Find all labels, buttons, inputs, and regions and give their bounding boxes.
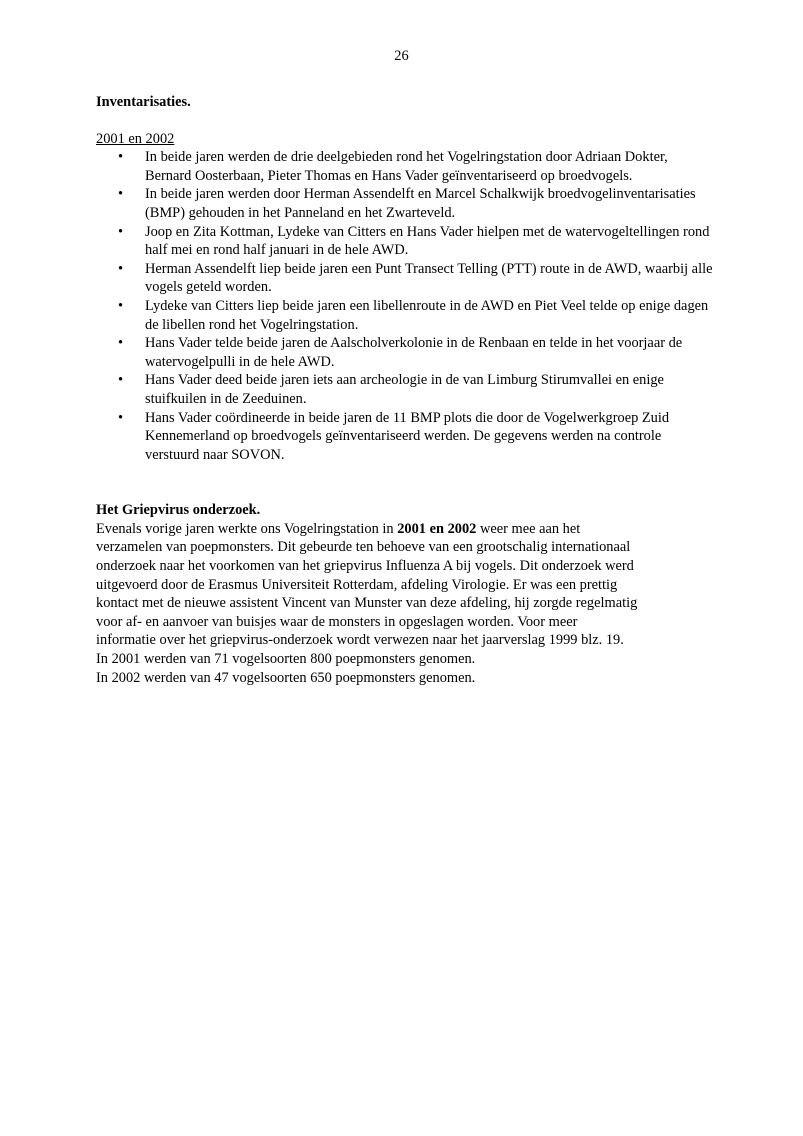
intro-bold-years: 2001 en 2002 [397, 520, 477, 537]
list-item [96, 185, 716, 222]
bullet-icon: • [118, 297, 124, 314]
list-item [96, 148, 716, 185]
bullet-icon: • [118, 372, 124, 389]
paragraph-line [96, 520, 716, 539]
paragraph-line: onderzoek naar het voorkomen van het griepvirus Influenza A bij vogels. Dit onderzoek werd [96, 558, 634, 575]
section-heading-inventarisaties: Inventarisaties. [96, 94, 191, 110]
list-item-text: Hans Vader telde beide jaren de Aalscholverkolonie in de Renbaan en telde in het voorjaar de watervogelpulli in de hele AWD. [145, 335, 683, 370]
bullet-icon: • [118, 149, 124, 166]
list-item [96, 371, 716, 408]
stat-2002: In 2002 werden van 47 vogelsoorten 650 poepmonsters genomen. [96, 669, 476, 686]
list-item-text: Herman Assendelft liep beide jaren een Punt Transect Telling (PTT) route in de AWD, waarbij alle vogels geteld worden. [145, 260, 713, 296]
section-heading-griepvirus: Het Griepvirus onderzoek. [96, 502, 261, 519]
paragraph-line: voor af- en aanvoer van buisjes waar de monsters in opgeslagen worden. Voor meer [96, 613, 578, 630]
subheading-years: 2001 en 2002 [96, 130, 175, 147]
list-item-text: Lydeke van Citters liep beide jaren een libellenroute in de AWD en Piet Veel telde op enige dagen de libellen rond het Vogelringstation. [145, 297, 709, 333]
list-item [96, 260, 716, 297]
griepvirus-paragraph [96, 520, 716, 687]
intro-text: Evenals vorige jaren werkte ons Vogelringstation in [96, 520, 398, 537]
list-item [96, 297, 716, 334]
paragraph-line: uitgevoerd door de Erasmus Universiteit Rotterdam, afdeling Virologie. Er was een prettig [96, 576, 618, 593]
list-item [96, 409, 716, 465]
list-item [96, 334, 716, 371]
stat-2001: In 2001 werden van 71 vogelsoorten 800 poepmonsters genomen. [96, 651, 476, 668]
list-item-text: Hans Vader deed beide jaren iets aan archeologie in de van Limburg Stirumvallei en enige stuifkuilen in de Zeeduinen. [145, 372, 664, 407]
list-item-text: In beide jaren werden de drie deelgebieden rond het Vogelringstation door Adriaan Dokter, Bernard Oosterbaan, Pieter Thomas en Hans Vader geïnventariseerd op broedvogels. [145, 149, 668, 184]
griepvirus-section [96, 501, 716, 687]
bullet-icon: • [118, 186, 124, 203]
list-item [96, 223, 716, 260]
list-item-text: Hans Vader coördineerde in beide jaren de 11 BMP plots die door de Vogelwerkgroep Zuid Kennemerland op broedvogels geïnventariseerd werden. De gegevens werden na controle verstuurd naar SOVON. [145, 409, 670, 463]
inventory-list [96, 148, 716, 464]
page-number: 26 [394, 48, 409, 64]
paragraph-line: kontact met de nieuwe assistent Vincent van Munster van deze afdeling, hij zorgde regelmatig [96, 595, 638, 612]
bullet-icon: • [118, 223, 124, 240]
intro-text-end: weer mee aan het [476, 520, 581, 537]
document-body [96, 93, 716, 687]
paragraph-line: verzamelen van poepmonsters. Dit gebeurde ten behoeve van een grootschalig internationaal [96, 539, 631, 556]
bullet-icon: • [118, 260, 124, 277]
bullet-icon: • [118, 335, 124, 352]
bullet-icon: • [118, 409, 124, 426]
list-item-text: In beide jaren werden door Herman Assendelft en Marcel Schalkwijk broedvogelinventarisaties (BMP) gehouden in het Panneland en het Zwarteveld. [145, 186, 696, 221]
list-item-text: Joop en Zita Kottman, Lydeke van Citters en Hans Vader hielpen met de watervogeltellingen rond half mei en rond half januari in de hele AWD. [145, 223, 710, 259]
paragraph-line: informatie over het griepvirus-onderzoek wordt verwezen naar het jaarverslag 1999 blz. 19. [96, 632, 624, 649]
